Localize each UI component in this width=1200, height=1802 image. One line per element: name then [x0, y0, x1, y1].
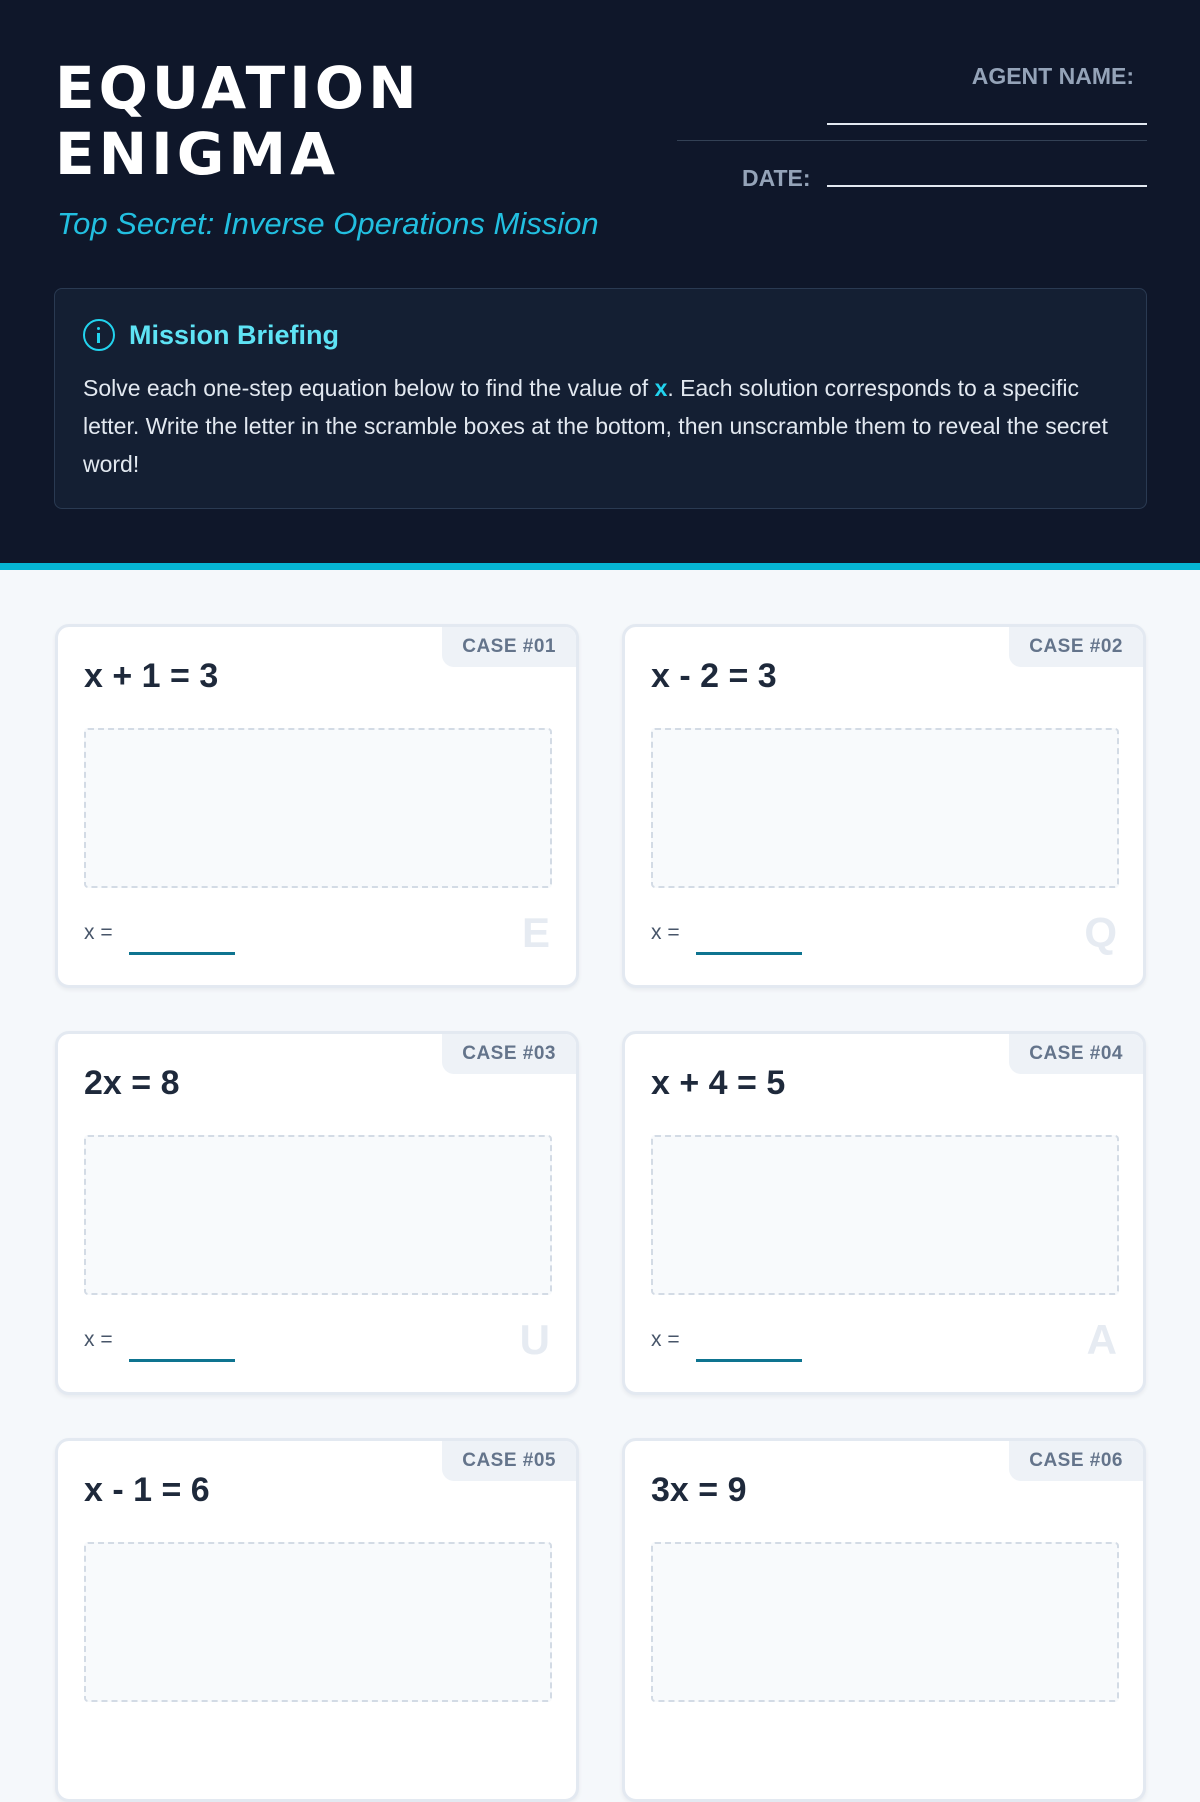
- code-letter: A: [1086, 1316, 1117, 1363]
- equation: x - 1 = 6: [84, 1471, 210, 1509]
- info-icon: [83, 319, 115, 351]
- equation: x + 1 = 3: [84, 657, 219, 695]
- page-subtitle: Top Secret: Inverse Operations Mission: [57, 206, 599, 241]
- agent-name-field[interactable]: [827, 123, 1147, 125]
- answer-field[interactable]: [129, 1359, 235, 1362]
- case-card-06: [622, 1438, 1146, 1802]
- code-letter: Q: [1084, 909, 1117, 956]
- case-number: CASE #03: [442, 1034, 576, 1074]
- briefing-heading: [83, 319, 339, 351]
- work-area[interactable]: [84, 1135, 552, 1295]
- briefing-variable: x: [654, 375, 668, 401]
- answer-label: x =: [651, 1328, 680, 1351]
- work-area[interactable]: [651, 728, 1119, 888]
- briefing-text: [83, 369, 1123, 483]
- equation: x + 4 = 5: [651, 1064, 786, 1102]
- answer-field[interactable]: [696, 1359, 802, 1362]
- case-number: CASE #01: [442, 627, 576, 667]
- work-area[interactable]: [651, 1542, 1119, 1702]
- briefing-title: Mission Briefing: [129, 319, 340, 350]
- answer-label: x =: [84, 1328, 113, 1351]
- title-line-2: ENIGMA: [55, 120, 339, 188]
- date-field[interactable]: [827, 185, 1147, 187]
- answer-field[interactable]: [129, 952, 235, 955]
- header: [0, 0, 1200, 570]
- agent-name-label: AGENT NAME:: [971, 63, 1134, 89]
- equation: 2x = 8: [84, 1064, 180, 1102]
- title-line-1: EQUATION: [55, 54, 421, 122]
- case-card-03: [55, 1031, 579, 1395]
- case-card-01: [55, 624, 579, 988]
- case-card-02: [622, 624, 1146, 988]
- header-accent-rule: [0, 563, 1200, 570]
- case-card-04: [622, 1031, 1146, 1395]
- work-area[interactable]: [84, 728, 552, 888]
- date-label: DATE:: [742, 165, 811, 191]
- briefing-text-start: Solve each one-step equation below to find the value of: [83, 375, 655, 401]
- page-title: [55, 55, 615, 187]
- code-letter: U: [519, 1316, 550, 1363]
- case-number: CASE #06: [1009, 1441, 1143, 1481]
- answer-label: x =: [651, 921, 680, 944]
- answer-label: x =: [84, 921, 113, 944]
- answer-field[interactable]: [696, 952, 802, 955]
- header-divider: [677, 140, 1147, 141]
- work-area[interactable]: [651, 1135, 1119, 1295]
- case-number: CASE #04: [1009, 1034, 1143, 1074]
- case-number: CASE #05: [442, 1441, 576, 1481]
- mission-briefing: [54, 288, 1147, 509]
- case-number: CASE #02: [1009, 627, 1143, 667]
- equation: 3x = 9: [651, 1471, 747, 1509]
- briefing-text-end: . Each solution corresponds to a specific letter. Write the letter in the scramble boxes at the bottom, then unscramble them to reveal the secret word!: [83, 375, 1108, 477]
- work-area[interactable]: [84, 1542, 552, 1702]
- case-card-05: [55, 1438, 579, 1802]
- equation: x - 2 = 3: [651, 657, 777, 695]
- code-letter: E: [521, 909, 550, 956]
